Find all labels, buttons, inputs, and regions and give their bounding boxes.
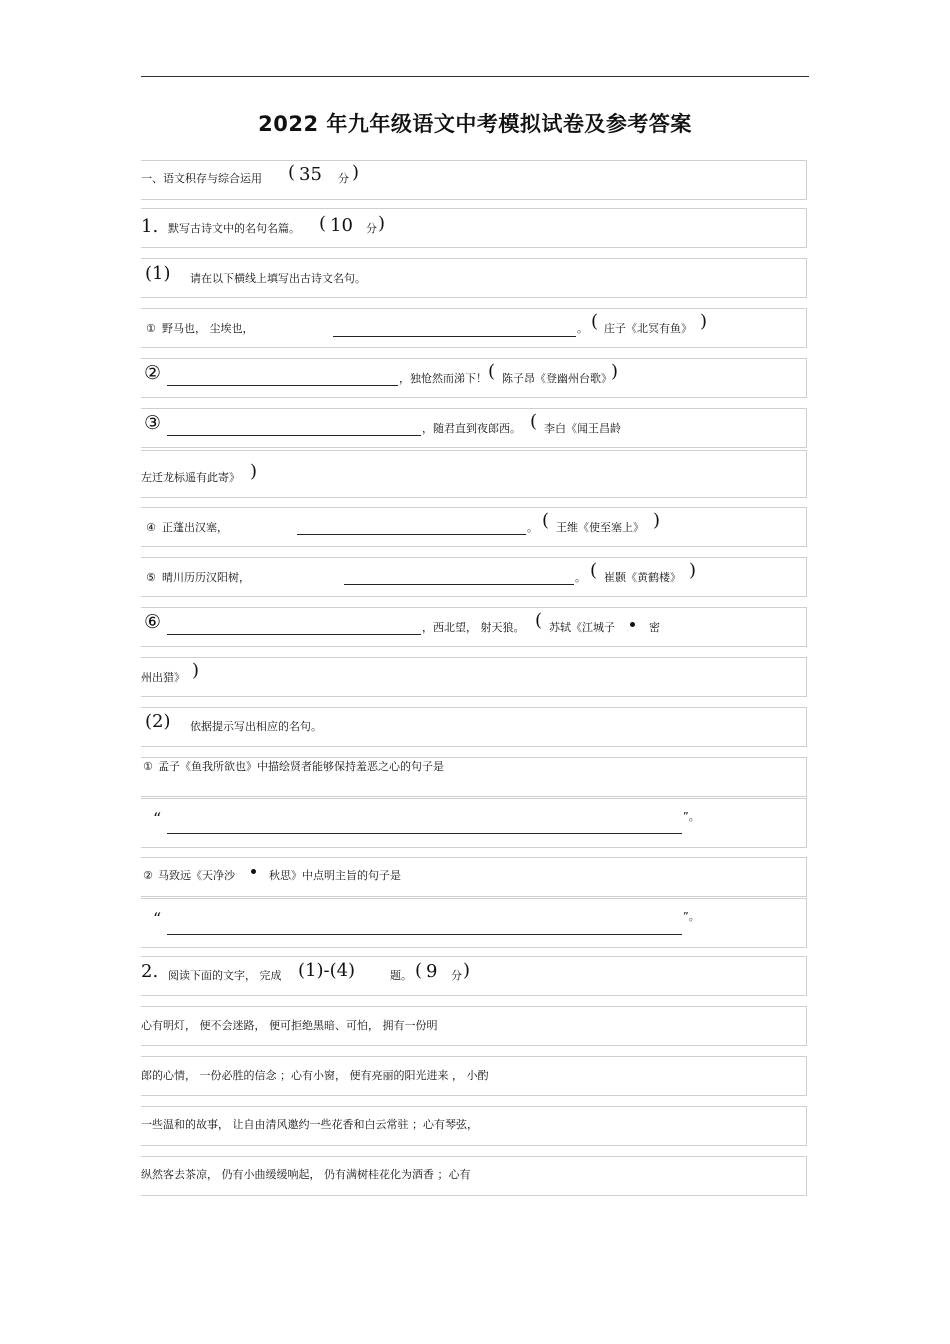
question-1-number: 1. (141, 216, 159, 237)
question-1-part-1-heading: (1) 请在以下横线上填写出古诗文名句。 (141, 258, 807, 298)
section-1-heading: 一、语文积存与综合运用 ( 35 分 ) (141, 160, 807, 200)
fill-item-4: ④ 正蓬出汉塞， 。 ( 王维《使至塞上》 ) (141, 507, 807, 547)
passage-line: 心有明灯， 便不会迷路， 便可拒绝黑暗、可怕， 拥有一份明 (141, 1006, 807, 1046)
fill-item-5: ⑤ 晴川历历汉阳树， 。 ( 崔颢《黄鹤楼》 ) (141, 557, 807, 597)
fill-item-3-cont: 左迁龙标遥有此寄》 ) (141, 450, 807, 498)
question-2-score: 9 (426, 961, 438, 982)
prompt-2-answer-line: “ ”。 (141, 898, 807, 948)
section-1-label: 一、语文积存与综合运用 (141, 172, 262, 185)
prompt-1: ① 孟子《鱼我所欲也》中描绘贤者能够保持羞恶之心的句子是 (141, 757, 807, 797)
answer-blank-6[interactable] (167, 634, 421, 635)
document-title: 2022 年九年级语文中考模拟试卷及参考答案 (258, 112, 692, 136)
middle-dot (630, 622, 635, 627)
question-2-heading: 2. 阅读下面的文字， 完成 (1)-(4) 题。 ( 9 分 ) (141, 956, 807, 996)
fill-item-1: ① 野马也， 尘埃也， 。 ( 庄子《北冥有鱼》 ) (141, 308, 807, 348)
answer-blank-3[interactable] (167, 435, 421, 436)
answer-blank-8[interactable] (167, 934, 682, 935)
answer-blank-7[interactable] (167, 833, 682, 834)
answer-blank-1[interactable] (333, 336, 576, 337)
question-2-number: 2. (141, 961, 159, 982)
header-rule (141, 76, 809, 77)
prompt-1-answer-line: “ ”。 (141, 798, 807, 848)
answer-blank-2[interactable] (167, 385, 398, 386)
answer-blank-5[interactable] (344, 584, 574, 585)
question-1-score: 10 (330, 215, 353, 236)
fill-item-2: ② ，独怆然而涕下！ ( 陈子昂《登幽州台歌》 ) (141, 358, 807, 398)
question-1-heading: 1. 默写古诗文中的名句名篇。 ( 10 分 ) (141, 208, 807, 248)
prompt-2: ② 马致远《天净沙 秋思》中点明主旨的句子是 (141, 857, 807, 897)
fill-item-6-cont: 州出猎》 ) (141, 657, 807, 697)
fill-item-6: ⑥ ，西北望， 射天狼。 ( 苏轼《江城子 密 (141, 607, 807, 647)
passage-line: 郎的心情， 一份必胜的信念 ；心有小窗， 便有亮丽的阳光进来 ， 小酌 (141, 1056, 807, 1096)
middle-dot (251, 869, 256, 874)
answer-blank-4[interactable] (297, 534, 526, 535)
passage-line: 一些温和的故事， 让自由清风邀约一些花香和白云常驻 ；心有琴弦， (141, 1106, 807, 1146)
fill-item-3: ③ ，随君直到夜郎西。 ( 李白《闻王昌龄 (141, 408, 807, 448)
passage-line: 纵然客去茶凉， 仍有小曲缓缓响起， 仍有满树桂花化为酒香 ；心有 (141, 1156, 807, 1196)
section-1-score: 35 (299, 164, 322, 185)
question-1-part-2-heading: (2) 依据提示写出相应的名句。 (141, 707, 807, 747)
